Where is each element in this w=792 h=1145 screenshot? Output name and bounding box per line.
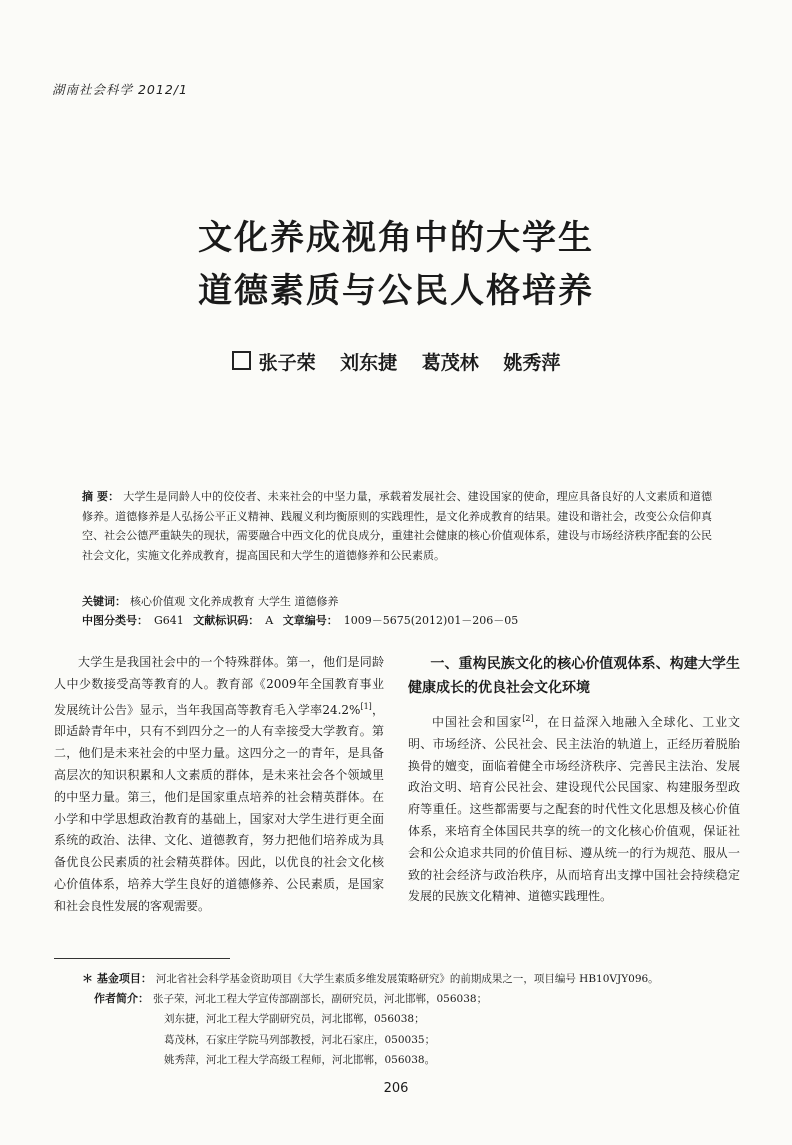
body-right-column <box>408 652 740 908</box>
clc-label: 中图分类号： <box>82 614 148 627</box>
abstract-label: 摘 要： <box>82 490 120 503</box>
article-title <box>0 212 792 318</box>
article-id-label: 文章编号： <box>282 614 338 627</box>
doc-code-value: A <box>265 614 274 627</box>
square-box-icon <box>232 351 251 370</box>
author-intro-1: 张子荣，河北工程大学宣传部副部长，副研究员，河北邯郸，056038； <box>153 993 488 1006</box>
citation: [1] <box>360 701 372 711</box>
keywords <box>82 593 712 609</box>
author-note <box>82 989 762 1009</box>
author-intro-4: 姚秀萍，河北工程大学高级工程师，河北邯郸，056038。 <box>164 1053 436 1066</box>
page-number: 206 <box>383 1081 409 1096</box>
paragraph-text: 大学生是我国社会中的一个特殊群体。第一，他们是同龄人中少数接受高等教育的人。教育部《2009年全国教育事业发展统计公告》显示，当年我国高等教育毛入学率24.2% <box>54 655 384 717</box>
footnote-divider <box>54 958 230 959</box>
paragraph <box>408 708 740 908</box>
title-line-1: 文化养成视角中的大学生 <box>198 218 594 258</box>
author-intro-3: 葛茂林，石家庄学院马列部教授，河北石家庄，050035； <box>164 1033 436 1046</box>
doc-code-label: 文献标识码： <box>193 614 260 627</box>
keywords-text: 核心价值观 文化养成教育 大学生 道德修养 <box>130 595 339 608</box>
title-line-2: 道德素质与公民人格培养 <box>198 271 594 311</box>
journal-header: 湖南社会科学 2012/1 <box>52 82 188 97</box>
abstract <box>82 487 712 565</box>
author-intro-2: 刘东捷，河北工程大学副研究员，河北邯郸，056038； <box>164 1013 425 1026</box>
article-id-value: 1009－5675(2012)01－206－05 <box>343 614 519 627</box>
keywords-label: 关键词： <box>82 595 126 608</box>
paragraph-text: ，即适龄青年中，只有不到四分之一的人有幸接受大学教育。第二，他们是未来社会的中坚力量。这四分之一的青年，是具备高层次的知识积累和人文素质的群体，是未来社会各个领域里的中坚力量。第三，他们是国家重点培养的社会精英群体。在小学和中学思想政治教育的基础上，国家对大学生进行更全面系统的政治、法律、文化、道德教育，努力把他们培养成为具备优良公民素质的社会精英群体。因此，以优良的社会文化核心价值体系，培养大学生良好的道德修养、公民素质，是国家和社会良性发展的客观需要。 <box>54 702 384 913</box>
author-list <box>0 348 792 375</box>
clc-value: G641 <box>154 614 184 627</box>
section-heading: 一、重构民族文化的核心价值观体系、构建大学生健康成长的优良社会文化环境 <box>408 656 740 696</box>
paragraph-text: ，在日益深入地融入全球化、工业文明、市场经济、公民社会、民主法治的轨道上，正经历着脱胎换骨的嬗变，面临着健全市场经济秩序、完善民主法治、发展政治文明、培育公民社会、建设现代公民国家、构建服务型政府等重任。这些都需要与之配套的时代性文化思想及核心价值体系，来培育全体国民共享的统一的文化核心价值观，保证社会和公众追求共同的价值目标、遵从统一的行为规范、服从一致的社会经济与政治秩序，从而培育出支撑中国社会持续稳定发展的民族文化精神、道德实践理性。 <box>408 715 740 904</box>
paragraph-text: 中国社会和国家 <box>432 715 523 729</box>
author-names: 张子荣 刘东捷 葛茂林 姚秀萍 <box>258 352 561 374</box>
fund-label: ＊ 基金项目： <box>82 972 152 985</box>
citation: [2] <box>522 714 534 723</box>
body-left-column <box>54 652 384 918</box>
author-intro-label: 作者简介： <box>94 992 149 1006</box>
fund-note <box>82 969 762 989</box>
footnotes <box>82 969 762 1070</box>
abstract-text: 大学生是同龄人中的佼佼者、未来社会的中坚力量，承载着发展社会、建设国家的使命，理应具备良好的人文素质和道德修养。道德修养是人弘扬公平正义精神、践履义利均衡原则的实践理性，是文化养成教育的结果。建设和谐社会，改变公众信仰真空、社会公德严重缺失的现状，需要融合中西文化的优良成分，重建社会健康的核心价值观体系，建设与市场经济秩序配套的公民社会文化，实施文化养成教育，提高国民和大学生的道德修养和公民素质。 <box>82 490 712 562</box>
paragraph <box>54 652 384 918</box>
fund-text: 河北省社会科学基金资助项目《大学生素质多维发展策略研究》的前期成果之一，项目编号 HB10VJY096。 <box>155 973 659 985</box>
classification-line <box>82 612 712 628</box>
